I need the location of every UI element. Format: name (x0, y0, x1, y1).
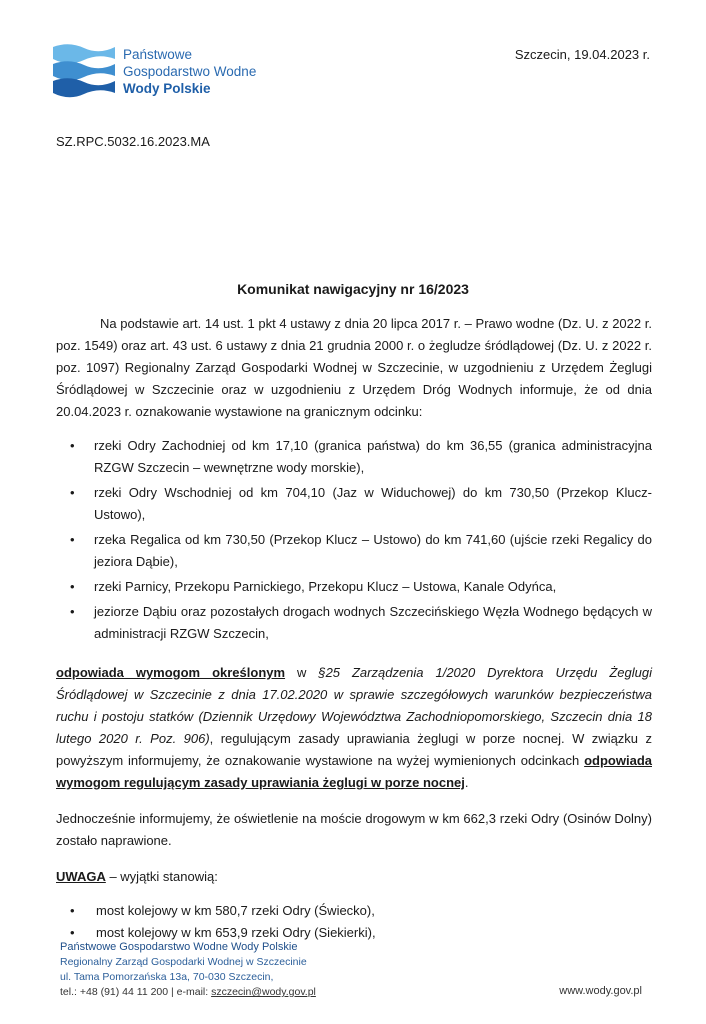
warning-text: – wyjątki stanowią: (105, 869, 218, 884)
list-item: • jeziorze Dąbiu oraz pozostałych drogach wodnych Szczecińskiego Węzła Wodnego będących w administracji RZGW Szczecin, (56, 601, 652, 645)
reference-number: SZ.RPC.5032.16.2023.MA (56, 134, 210, 149)
list-item: • most kolejowy w km 653,9 rzeki Odry (Siekierki), (56, 922, 652, 944)
document-title: Komunikat nawigacyjny nr 16/2023 (237, 281, 469, 297)
compliance-bold-2: odpowiada wymogom regulującym zasady uprawiania żeglugi w porze nocnej (56, 753, 652, 790)
regulation-citation: §25 Zarządzenia 1/2020 Dyrektora Urzędu Żeglugi Śródlądowej w Szczecinie z dnia 17.02.2020 w sprawie szczegółowych warunków bezpieczeństwa ruchu i postoju statków (Dziennik Urzędowy Województwa Zachodniopomorskiego, Szczecin dnia 18 lutego 2020 r. Poz. 906) (56, 665, 652, 746)
logo (53, 43, 283, 103)
document-body (56, 313, 652, 944)
footer-contact (60, 985, 316, 1000)
exceptions-list (56, 900, 652, 944)
footer-website-link[interactable]: www.wody.gov.pl (559, 985, 642, 997)
compliance-text-1: w (285, 665, 319, 680)
footer-department: Regionalny Zarząd Gospodarki Wodnej w Szczecinie (60, 956, 307, 968)
logo-line-3: Wody Polskie (123, 81, 211, 96)
warning-paragraph (56, 866, 652, 888)
wody-polskie-waves-icon (53, 43, 115, 103)
compliance-text-2: , regulującym zasady uprawiania żeglugi w porze nocnej. W związku z powyższym informujemy, że oznakowanie wystawione na wyżej wymienionych odcinkach (56, 731, 652, 768)
list-item: • rzeka Regalica od km 730,50 (Przekop Klucz – Ustowo) do km 741,60 (ujście rzeki Regalicy do jeziora Dąbie), (56, 529, 652, 573)
compliance-paragraph (56, 662, 652, 794)
compliance-text-3: . (464, 775, 469, 790)
footer (60, 940, 316, 1000)
list-item: • rzeki Odry Wschodniej od km 704,10 (Jaz w Widuchowej) do km 730,50 (Przekop Klucz-Ustowo), (56, 482, 652, 526)
sections-list (56, 435, 652, 645)
logo-line-2: Gospodarstwo Wodne (123, 64, 257, 79)
logo-line-1: Państwowe (123, 47, 193, 62)
list-item: • rzeki Parnicy, Przekopu Parnickiego, Przekopu Klucz – Ustowa, Kanale Odyńca, (56, 576, 652, 598)
document-date: Szczecin, 19.04.2023 r. (514, 47, 650, 62)
list-item: • rzeki Odry Zachodniej od km 17,10 (granica państwa) do km 36,55 (granica administracyjna RZGW Szczecin – wewnętrzne wody morskie), (56, 435, 652, 479)
footer-org: Państwowe Gospodarstwo Wodne Wody Polskie (60, 941, 298, 953)
lighting-paragraph: Jednocześnie informujemy, że oświetlenie na moście drogowym w km 662,3 rzeki Odry (Osinów Dolny) zostało naprawione. (56, 811, 652, 848)
warning-label: UWAGA (56, 869, 106, 884)
footer-phone: tel.: +48 (91) 44 11 200 | e-mail: (60, 986, 212, 998)
list-item: • most kolejowy w km 580,7 rzeki Odry (Świecko), (56, 900, 652, 922)
intro-paragraph: Na podstawie art. 14 ust. 1 pkt 4 ustawy z dnia 20 lipca 2017 r. – Prawo wodne (Dz. U. z 2022 r. poz. 1549) oraz art. 43 ust. 6 ustawy z dnia 21 grudnia 2000 r. o żegludze śródlądowej (Dz. U. z 2022 r. poz. 1097) Regionalny Zarząd Gospodarki Wodnej w Szczecinie, w uzgodnieniu z Urzędem Żeglugi Śródlądowej w Szczecinie oraz w uzgodnieniu z Urzędem Dróg Wodnych informuje, że od dnia 20.04.2023 r. oznakowanie wystawione na granicznym odcinku: (56, 316, 652, 419)
compliance-bold-1: odpowiada wymogom określonym (56, 665, 286, 680)
footer-email-link[interactable]: szczecin@wody.gov.pl (211, 986, 316, 998)
footer-address: ul. Tama Pomorzańska 13a, 70-030 Szczecin, (60, 971, 274, 983)
